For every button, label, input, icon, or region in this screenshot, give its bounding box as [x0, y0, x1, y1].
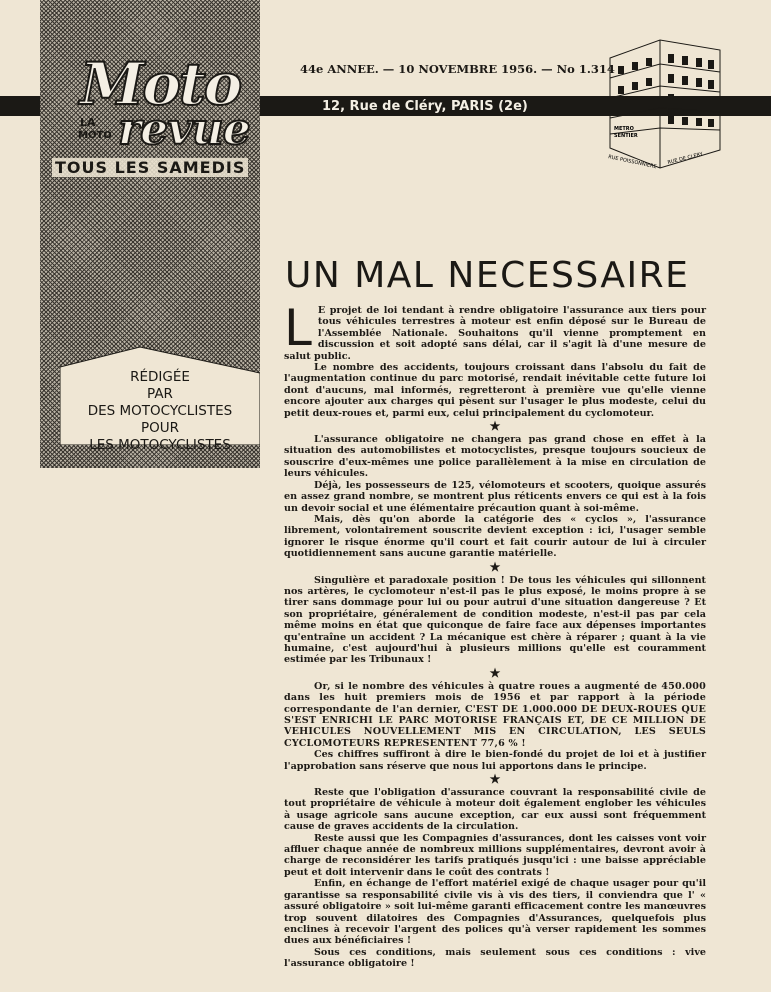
- logo-la: LA: [80, 116, 96, 129]
- sign-sentier: SENTIER: [614, 133, 638, 139]
- logo-moto-small: MOTO: [78, 130, 112, 141]
- street-clery: RUE DE CLERY: [667, 151, 704, 166]
- motto-box: [60, 345, 260, 453]
- star-separator-3: ★: [489, 665, 501, 680]
- motto-line-1: RÉDIGÉE: [130, 369, 190, 385]
- logo-moto-word: Moto: [80, 50, 241, 118]
- sign-metro: METRO: [614, 126, 634, 132]
- motto-line-3: DES MOTOCYCLISTES: [87, 403, 233, 419]
- motto-line-5: LES MOTOCYCLISTES: [89, 437, 231, 453]
- article-paragraph-9: Reste que l'obligation d'assurance couvrant la responsabilité civile de tout propriétaire de véhicule à moteur doit également englober les véhicules à usage agricole sans aucune exception, car eux aussi sont fréquemment cause de graves accidents de la circulation.: [284, 787, 706, 833]
- article-paragraph-8: Ces chiffres suffiront à dire le bien-fondé du projet de loi et à justifier l'approbation sans réserve que nous lui apportons dans le principe.: [284, 749, 706, 772]
- moto-revue-logo: [58, 50, 258, 160]
- street-poissonniere: RUE POISSONNIERE: [607, 154, 658, 171]
- star-separator-2: ★: [489, 559, 501, 574]
- address: 12, Rue de Cléry, PARIS (2e): [322, 99, 528, 114]
- motto-line-4: POUR: [140, 420, 180, 436]
- star-separator-4: ★: [489, 772, 501, 787]
- article-paragraph-11: Enfin, en échange de l'effort matériel exigé de chaque usager pour qu'il garantisse sa responsabilité civile vis à vis des tiers, il conviendra que l' « assuré obligatoire » soit lui-même garanti efficacement contre les manœuvres trop souvent dilatoires des Compagnies d'Assurances, quelquefois plus enclines à recevoir l'argent des polices qu'à verser rapidement les sommes dues aux bénéficiaires !: [284, 878, 706, 947]
- motto-line-2: PAR: [147, 386, 173, 402]
- logo-revue-word: revue: [118, 104, 250, 155]
- issue-line: 44e ANNEE. — 10 NOVEMBRE 1956. — No 1.314: [300, 62, 615, 76]
- article-paragraph-12: Sous ces conditions, mais seulement sous ces conditions : vive l'assurance obligatoire !: [284, 946, 706, 970]
- article-paragraph-5: Mais, dès qu'on aborde la catégorie des « cyclos », l'assurance librement, volontairement souscrite devient exception : ici, l'usager semble ignorer le risque énorme qu'il court et fait courir autour de lui à circuler quotidiennement sans aucune garantie matérielle.: [284, 513, 706, 560]
- article-paragraph-10: Reste aussi que les Compagnies d'assurances, dont les caisses vont voir affluer chaque année de nombreux millions supplémentaires, devront avoir à charge de reconsidérer les tarifs pratiqués jusqu'ici : une baisse appréciable peut et doit intervenir dans le coût des contrats !: [284, 832, 706, 878]
- article-paragraph-7: Or, si le nombre des véhicules à quatre roues a augmenté de 450.000 dans les huit premiers mois de 1956 et par rapport à la période correspondante de l'an dernier, C'EST DE 1.000.000 DE DEUX-ROUES QUE S'EST ENRICHI LE PARC MOTORISE FRANÇAIS ET, DE CE MILLION DE VEHICULES NOUVELLEMENT MIS EN CIRCULATION, LES SEULS CYCLOMOTEURS REPRESENTENT 77,6 % !: [284, 680, 706, 749]
- article-title: UN MAL NECESSAIRE: [285, 255, 690, 296]
- article-paragraph-3: L'assurance obligatoire ne changera pas grand chose en effet à la situation des automobilistes et motocyclistes, presque toujours soucieux de souscrire d'eux-mêmes une police parallèlement à la mise en circulation de leurs véhicules.: [284, 434, 706, 480]
- star-separator-1: ★: [489, 419, 501, 434]
- dropcap: L: [284, 299, 312, 357]
- building-illustration: [600, 30, 730, 178]
- article-paragraph-2: Le nombre des accidents, toujours croissant dans l'absolu du fait de l'augmentation continue du parc motorisé, rendait inévitable cette future loi dont d'aucuns, mal informés, regretteront à première vue qu'elle vienne encore ajouter aux charges qui pèsent sur l'usager le plus modeste, celui du petit deux-roues et, parmi eux, celui principalement du cyclomoteur.: [284, 362, 706, 419]
- tagline: TOUS LES SAMEDIS: [52, 158, 248, 177]
- article-paragraph-4: Déjà, les possesseurs de 125, vélomoteurs et scooters, quoique assurés en assez grand nombre, se montrent plus réticents envers ce qui est à la fois un devoir social et une élémentaire précaution quant à soi-même.: [284, 479, 706, 514]
- article-paragraph-6: Singulière et paradoxale position ! De tous les véhicules qui sillonnent nos artères, le cyclomoteur n'est-il pas le plus exposé, le moins propre à se tirer sans dommage pour lui ou pour autrui d'une situation dangereuse ? Et son propriétaire, généralement de condition modeste, n'est-il pas par cela même moins en état que quiconque de faire face aux dépenses importantes qu'entraîne un accident ? La mécanique est chère à réparer ; quant à la vie humaine, c'est aujourd'hui à plusieurs millions qu'elle est couramment estimée par les Tribunaux !: [284, 574, 706, 666]
- article-paragraph-1: L E projet de loi tendant à rendre obligatoire l'assurance aux tiers pour tous véhicules terrestres à moteur est enfin déposé sur le Bureau de l'Assemblée Nationale. Souhaitons qu'il vienne promptement en discussion et soit adopté sans délai, car il s'agit là d'une mesure de salut public.: [284, 299, 706, 362]
- article-body: [284, 299, 706, 970]
